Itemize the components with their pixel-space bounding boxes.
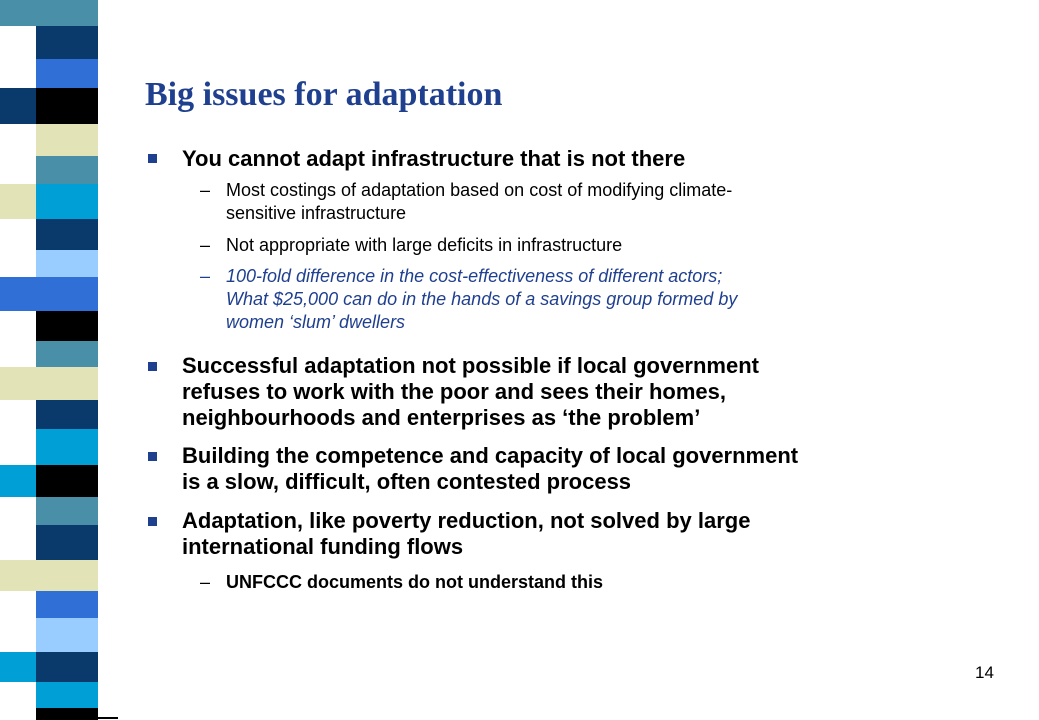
strip-block [0, 618, 36, 652]
strip-block [36, 591, 98, 618]
strip-block [0, 311, 36, 341]
sub-bullet-text: What $25,000 can do in the hands of a savings group formed by [226, 289, 738, 309]
strip-block [36, 0, 98, 26]
strip-block [0, 682, 36, 708]
strip-block [36, 311, 98, 341]
strip-block [0, 26, 36, 59]
strip-block [0, 219, 36, 250]
strip-block [36, 250, 98, 277]
bullet-text: Successful adaptation not possible if local government [182, 353, 759, 378]
sub-bullet-text: sensitive infrastructure [226, 203, 407, 223]
strip-block [36, 124, 98, 156]
strip-block [0, 277, 36, 311]
strip-block [36, 497, 98, 525]
bullet-text: refuses to work with the poor and sees their homes, [182, 379, 727, 404]
strip-block [36, 560, 98, 591]
bullet-text: is a slow, difficult, often contested process [182, 469, 632, 494]
strip-block [36, 465, 98, 497]
bullet-text: international funding flows [182, 534, 464, 559]
decorative-color-strip [0, 0, 120, 720]
strip-block [36, 277, 98, 311]
square-bullet-icon [148, 452, 157, 461]
strip-block [36, 184, 98, 219]
strip-block [0, 708, 36, 720]
strip-block [0, 465, 36, 497]
dash-marker: – [200, 572, 211, 592]
sub-bullet-text: Most costings of adaptation based on cost of modifying climate- [226, 180, 733, 200]
strip-block [36, 156, 98, 184]
bullet-text: Adaptation, like poverty reduction, not solved by large [182, 508, 751, 533]
strip-block [36, 682, 98, 708]
strip-block [0, 124, 36, 156]
strip-block [0, 88, 36, 124]
strip-block [36, 525, 98, 560]
slide-title: Big issues for adaptation [145, 76, 503, 113]
strip-block [0, 59, 36, 88]
strip-block [0, 184, 36, 219]
strip-block [36, 400, 98, 429]
sub-bullet-text: Not appropriate with large deficits in infrastructure [226, 235, 623, 255]
strip-block [0, 560, 36, 591]
strip-block [0, 250, 36, 277]
strip-block [36, 367, 98, 400]
strip-block [36, 59, 98, 88]
square-bullet-icon [148, 362, 157, 371]
dash-marker: – [200, 266, 211, 286]
square-bullet-icon [148, 154, 157, 163]
strip-block [36, 341, 98, 367]
strip-block [36, 26, 98, 59]
page-number: 14 [975, 663, 994, 682]
strip-block [0, 0, 36, 26]
square-bullet-icon [148, 517, 157, 526]
strip-block [36, 618, 98, 652]
strip-block [0, 429, 36, 465]
strip-block [36, 219, 98, 250]
strip-block [0, 652, 36, 682]
sub-bullet-text: UNFCCC documents do not understand this [226, 572, 603, 592]
dash-marker: – [200, 180, 211, 200]
strip-block [0, 591, 36, 618]
bullet-text: Building the competence and capacity of local government [182, 443, 799, 468]
sub-bullet-text: 100-fold difference in the cost-effectiveness of different actors; [226, 266, 723, 286]
strip-block [0, 367, 36, 400]
dash-marker: – [200, 235, 211, 255]
strip-block [0, 525, 36, 560]
strip-block [0, 400, 36, 429]
strip-block [36, 429, 98, 465]
strip-block [0, 497, 36, 525]
strip-block [36, 88, 98, 124]
strip-block [0, 156, 36, 184]
strip-block [0, 341, 36, 367]
bullet-text: neighbourhoods and enterprises as ‘the problem’ [182, 405, 701, 430]
strip-block [36, 652, 98, 682]
bullet-text: You cannot adapt infrastructure that is not there [182, 146, 686, 171]
sub-bullet-text: women ‘slum’ dwellers [226, 312, 406, 332]
